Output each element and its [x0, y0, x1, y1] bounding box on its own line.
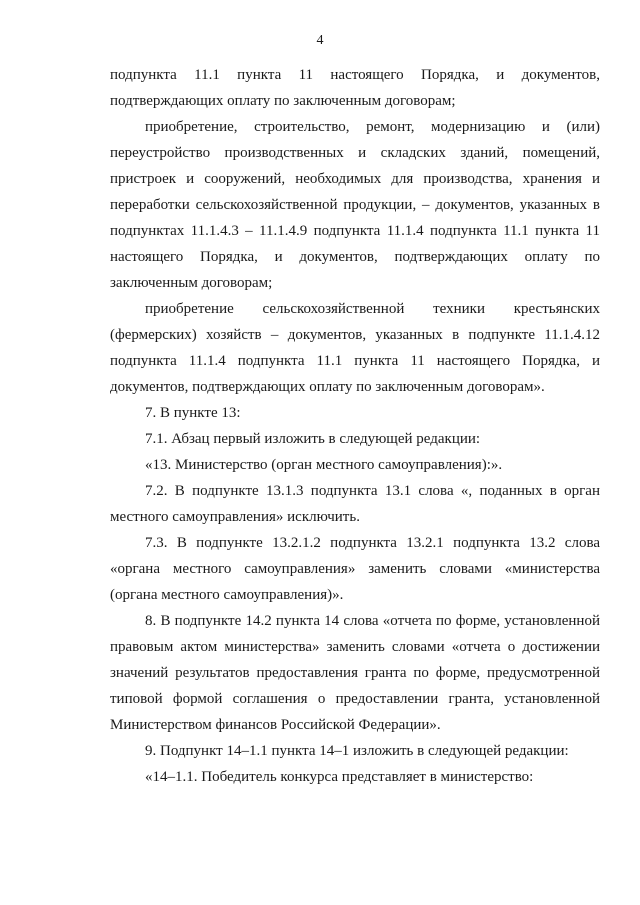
paragraph-item-14-1-1: «14–1.1. Победитель конкурса представляет в министерство:: [145, 769, 534, 785]
paragraph-item-7-1: 7.1. Абзац первый изложить в следующей редакции:: [145, 431, 481, 447]
page-number: 4: [316, 33, 324, 48]
paragraph-item-9: 9. Подпункт 14–1.1 пункта 14–1 изложить в следующей редакции:: [145, 743, 569, 759]
paragraph-item-7-3: 7.3. В подпункте 13.2.1.2 подпункта 13.2.1 подпункта 13.2 слова «органа местного самоуправления» заменить словами «министерства (органа местного самоуправления)».: [110, 535, 600, 603]
paragraph-item-7: 7. В пункте 13:: [145, 405, 241, 421]
paragraph-item-8: 8. В подпункте 14.2 пункта 14 слова «отчета по форме, установленной правовым актом министерства» заменить словами «отчета о достижении значений результатов предоставления гранта по форме, предусмотренной типовой формой соглашения о предоставлении гранта, установленной Министерством финансов Российской Федерации».: [110, 613, 600, 733]
paragraph-item-7-2: 7.2. В подпункте 13.1.3 подпункта 13.1 слова «, поданных в орган местного самоуправления» исключить.: [110, 483, 600, 525]
paragraph-item-13-quote: «13. Министерство (орган местного самоуправления):».: [145, 457, 503, 473]
paragraph-machinery: приобретение сельскохозяйственной техники крестьянских (фермерских) хозяйств – документов, указанных в подпункте 11.1.4.12 подпункта 11.1.4 подпункта 11.1 пункта 11 настоящего Порядка, и документов, подтверждающих оплату по заключенным договорам».: [110, 301, 600, 395]
document-body: [110, 62, 600, 790]
paragraph-construction: приобретение, строительство, ремонт, модернизацию и (или) переустройство производственных и складских зданий, помещений, пристроек и сооружений, необходимых для производства, хранения и переработки сельскохозяйственной продукции, – документов, указанных в подпунктах 11.1.4.3 – 11.1.4.9 подпункта 11.1.4 подпункта 11.1 пункта 11 настоящего Порядка, и документов, подтверждающих оплату по заключенным договорам;: [110, 119, 600, 291]
paragraph-continuation: подпункта 11.1 пункта 11 настоящего Порядка, и документов, подтверждающих оплату по заключенным договорам;: [110, 67, 600, 109]
